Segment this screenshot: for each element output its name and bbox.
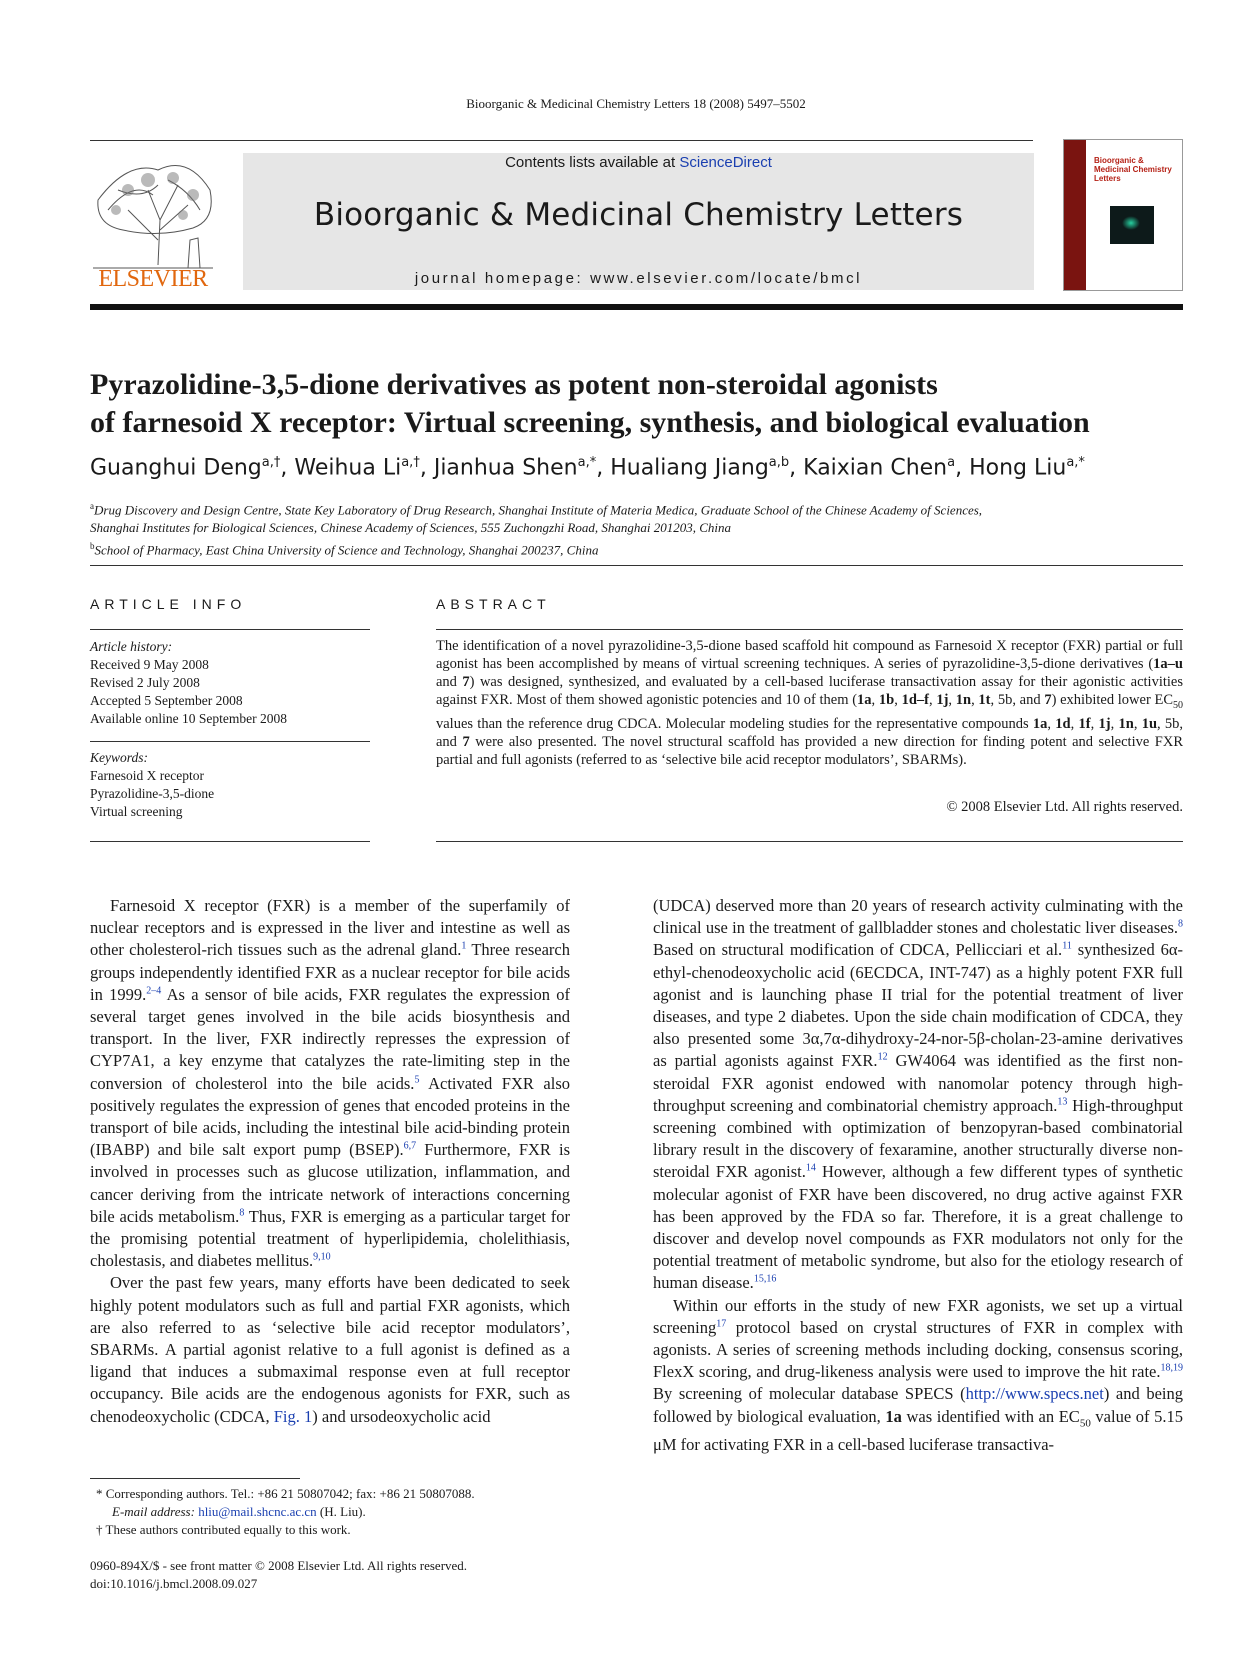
history-item: Revised 2 July 2008 [90, 675, 200, 690]
affiliation-b [90, 537, 1190, 559]
keyword-item: Pyrazolidine-3,5-dione [90, 786, 215, 801]
journal-title: Bioorganic & Medicinal Chemistry Letters [313, 197, 964, 233]
affiliation-rule [90, 565, 1183, 566]
article-info-rule [90, 629, 370, 630]
article-title-line-1: Pyrazolidine-3,5-dione derivatives as potent non-steroidal agonists [90, 368, 938, 401]
article-history-label: Article history: [90, 639, 173, 654]
keywords [90, 749, 370, 821]
citation-link[interactable]: 5 [414, 1074, 420, 1086]
author-name: Hong Liu [969, 455, 1067, 481]
article-info-heading: ARTICLE INFO [90, 596, 247, 612]
article-info-bottom-rule [90, 841, 370, 842]
affiliation-mark: b [90, 541, 95, 552]
affiliation-a-line-2: Shanghai Institutes for Biological Sciences, Chinese Academy of Sciences, 555 Zuchongzhi Road, Shanghai 201203, China [90, 520, 732, 536]
affiliation-text: Drug Discovery and Design Centre, State Key Laboratory of Drug Research, Shanghai Institute of Materia Medica, Graduate School of the Chinese Academy of Sciences, [94, 502, 983, 518]
abstract-heading: ABSTRACT [436, 596, 551, 612]
citation-link[interactable]: 1 [461, 940, 467, 952]
keywords-label: Keywords: [90, 750, 148, 765]
citation-link[interactable]: 15,16 [753, 1273, 777, 1285]
abstract-copyright: © 2008 Elsevier Ltd. All rights reserved. [946, 799, 1183, 815]
history-item: Available online 10 September 2008 [90, 711, 287, 726]
email-label: E-mail address: [112, 1504, 199, 1519]
author-list: Guanghui Deng$^{a,\dagger}$, Weihua $Li^{a,\dagger}$, Jianhua Shen$^{a,*}$, Hualiang Jiang$^{a,b}$, Kaixian Chen$^a$, Hong Liu$^{a,*}$ [90, 455, 1085, 481]
citation-link[interactable]: 12 [877, 1051, 888, 1063]
header-bottom-rule [90, 304, 1183, 310]
affiliation-text: School of Pharmacy, East China University of Science and Technology, Shanghai 200237, China [94, 542, 599, 558]
abstract-bottom-rule [436, 841, 1183, 842]
body-paragraph: (UDCA) deserved more than 20 years of research activity culminating with the clinical use in the treatment of gallbladder stones and cholestatic liver diseases.$^8$ Based on structural modification of CDCA, Pellicciari et al.$^{11}$ synthesized 6α-ethyl-chenodeoxycholic acid (6ECDCA, INT-747) as a highly potent FXR full agonist and is launching phase II trial for the potential treatment of liver diseases, and type 2 diabetes. Upon the side chain modification of CDCA, they also presented some 3α,7α-dihydroxy-24-nor-5β-cholan-23-amine derivatives as partial agonists against FXR.$^{12}$ GW4064 was identified as the first non-steroidal FXR agonist endowed with nanomolar potency through high-throughput screening and combinatorial chemistry approach.$^{13}$ High-throughput screening combined with optimization of benzopyran-based combinatorial library result in the discovery of fexaramine, another structurally diverse non-steroidal FXR agonist.$^{14}$ However, although a few different types of synthetic molecular agonist of FXR have been discovered, no drug active against FXR has been approved by the FDA so far. Therefore, it is a great challenge to discover and develop novel compounds as FXR modulators not only for the potential treatment of metabolic syndrome, but also for the etiology research of human disease.$^{15,16}$ [653, 896, 1184, 1293]
author-name: Kaixian Chen [803, 455, 948, 481]
issn-line: 0960-894X/$ - see front matter © 2008 Elsevier Ltd. All rights reserved. [90, 1558, 468, 1573]
affiliation-mark: a [90, 501, 94, 511]
specs-url-link[interactable]: http://www.specs.net [965, 1384, 1104, 1404]
email-link[interactable]: hliu@mail.shcnc.ac.cn [198, 1504, 317, 1519]
body-paragraph: Over the past few years, many efforts have been dedicated to seek highly potent modulators such as full and partial FXR agonists, which are also referred to as ‘selective bile acid receptor modulators’, SBARMs. A partial agonist relative to a full agonist is defined as a ligand that induces a submaximal response even at full receptor occupancy. Bile acids are the endogenous agonists for FXR, such as chenodeoxycholic (CDCA, Fig. 1) and ursodeoxycholic acid [90, 1273, 570, 1426]
citation-link[interactable]: 9,10 [313, 1251, 331, 1263]
footnote-text: These authors contributed equally to this work. [105, 1522, 351, 1537]
article-history [90, 638, 370, 728]
keyword-item: Virtual screening [90, 804, 183, 819]
footnotes [90, 1485, 570, 1539]
author-name: Hualiang Jiang [610, 455, 769, 481]
cover-image-icon [1110, 206, 1154, 244]
citation-link[interactable]: 17 [716, 1318, 727, 1330]
author-mark: a,† [261, 455, 281, 470]
header-top-rule [90, 140, 1033, 141]
citation-link[interactable]: 6,7 [403, 1140, 417, 1152]
author-name: Jianhua Shen [433, 455, 578, 481]
affiliations [90, 497, 1190, 560]
contents-prefix: Contents lists available at [505, 154, 680, 171]
citation-link[interactable]: 2–4 [146, 985, 162, 997]
keyword-item: Farnesoid X receptor [90, 768, 204, 783]
journal-cover [1063, 139, 1183, 291]
abstract-rule [436, 629, 1183, 630]
keywords-rule [90, 741, 370, 742]
author-mark: a,* [577, 455, 597, 470]
citation-link[interactable]: 11 [1062, 940, 1072, 952]
history-item: Accepted 5 September 2008 [90, 693, 243, 708]
author-name: Guanghui Deng [90, 455, 262, 481]
footnote-corresponding: * Corresponding authors. Tel.: +86 21 50807042; fax: +86 21 50807088. [96, 1486, 475, 1501]
citation-link[interactable]: 14 [805, 1162, 816, 1174]
citation-link[interactable]: 8 [239, 1207, 245, 1219]
contents-line [243, 154, 1034, 171]
citation-link[interactable]: 18,19 [1160, 1362, 1183, 1374]
figure-link[interactable]: Fig. 1 [273, 1406, 313, 1426]
doi-line[interactable]: doi:10.1016/j.bmcl.2008.09.027 [90, 1576, 258, 1591]
footnote-rule [90, 1478, 300, 1479]
cover-spine [1064, 140, 1086, 290]
footnote-equal: † These authors contributed equally to this work. [96, 1522, 351, 1537]
body-column-left [90, 895, 570, 1428]
footnote-email [90, 1503, 570, 1521]
history-item: Received 9 May 2008 [90, 657, 209, 672]
author-mark: a,* [1066, 455, 1085, 470]
author-mark: a,b [768, 455, 790, 470]
article-title [90, 366, 1190, 442]
publisher-wordmark: ELSEVIER [98, 266, 208, 292]
author-name: Weihua Li [294, 455, 402, 481]
author-mark: a [947, 455, 956, 470]
journal-reference: Bioorganic & Medicinal Chemistry Letters 18 (2008) 5497–5502 [466, 96, 806, 111]
body-column-right [653, 895, 1183, 1456]
sciencedirect-link[interactable]: ScienceDirect [679, 154, 772, 171]
citation-link[interactable]: 13 [1057, 1096, 1068, 1108]
author-mark: a,† [401, 455, 420, 470]
footnote-text: Corresponding authors. Tel.: +86 21 50807042; fax: +86 21 50807088. [105, 1486, 475, 1501]
email-suffix: (H. Liu). [316, 1504, 366, 1519]
body-paragraph: Within our efforts in the study of new FXR agonists, we set up a virtual screening$^{17}$ protocol based on crystal structures of FXR in complex with agonists. A series of screening methods including docking, consensus scoring, FlexX scoring, and drug-likeness analysis were used to improve the hit rate.$^{18,19}$ By screening of molecular database SPECS (http://www.specs.net) and being followed by biological evaluation, 1a was identified with an $EC_{50}$ value of 5.15 μM for activating FXR in a cell-based luciferase transactiva- [653, 1295, 1183, 1455]
body-paragraph: Farnesoid X receptor (FXR) is a member of the superfamily of nuclear receptors and is expressed in the liver and intestine as well as other cholesterol-rich tissues such as the adrenal gland.$^1$ Three research groups independently identified FXR as a nuclear receptor for bile acids in 1999.$^{2-4}$ As a sensor of bile acids, FXR regulates the expression of several target genes involved in the bile acids biosynthesis and transport. In the liver, FXR indirectly represses the expression of CYP7A1, a key enzyme that catalyzes the rate-limiting step in the conversion of cholesterol into the bile acids.$^5$ Activated FXR also positively regulates the expression of genes that encoded proteins in the transport of bile acids, including the intestinal bile acid-binding protein (IBABP) and bile salt export pump (BSEP).$^{6,7}$ Furthermore, FXR is involved in processes such as glucose utilization, inflammation, and cancer deriving from the intricate network of interactions concerning bile acids metabolism.$^8$ Thus, FXR is emerging as a particular target for the promising potential treatment of hyperlipidemia, cholelithiasis, cholestasis, and diabetes mellitus.$^{9,10}$ [90, 896, 570, 1271]
journal-homepage[interactable]: journal homepage: www.elsevier.com/locate/bmcl [414, 270, 863, 287]
cover-title: Bioorganic & Medicinal Chemistry Letters [1094, 156, 1172, 183]
citation-link[interactable]: 8 [1178, 918, 1183, 930]
affiliation-a-line-1 [90, 497, 1190, 519]
bottom-matter [90, 1557, 690, 1593]
abstract-text: The identification of a novel pyrazolidine-3,5-dione based scaffold hit compound as Farnesoid X receptor (FXR) partial or full agonist has been accomplished by means of virtual screening techniques. A series of pyrazolidine-3,5-dione derivatives (1a–u and 7) was designed, synthesized, and evaluated by a cell-based luciferase transactivation assay for their agonistic activities against FXR. Most of them showed agonistic potencies and 10 of them (1a, 1b, 1d–f, 1j, 1n, 1t, 5b, and 7) exhibited lower $EC_{50}$ values than the reference drug CDCA. Molecular modeling studies for the representative compounds 1a, 1d, 1f, 1j, 1n, 1u, 5b, and 7 were also presented. The novel structural scaffold has provided a new direction for finding potent and selective FXR partial and full agonists (referred to as ‘selective bile acid receptor modulators’, SBARMs). [436, 638, 1184, 768]
article-title-line-2: of farnesoid X receptor: Virtual screening, synthesis, and biological evaluation [90, 406, 1090, 439]
